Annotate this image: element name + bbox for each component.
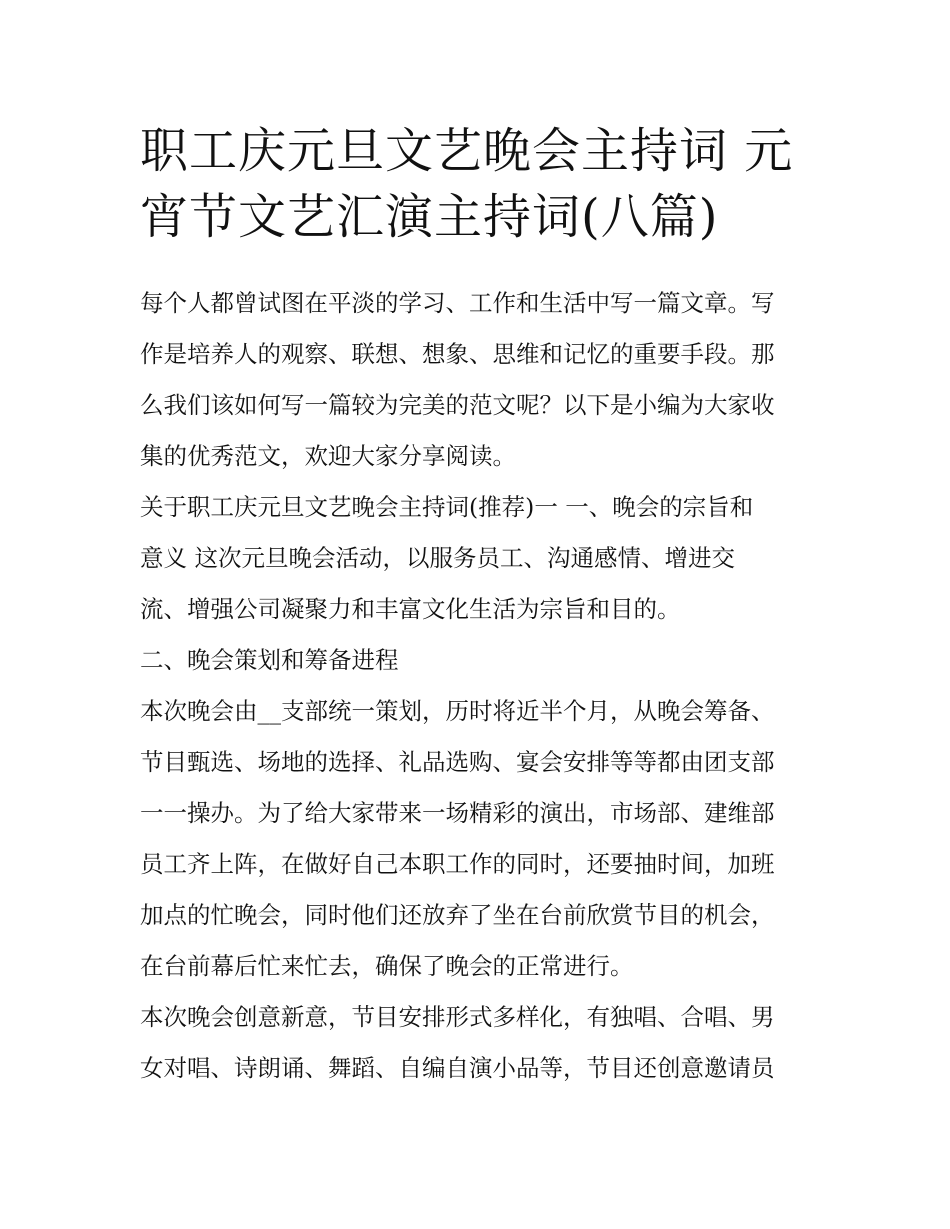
text-line: 加点的忙晚会，同时他们还放弃了坐在台前欣赏节目的机会， [140,901,775,929]
text-line: 二、晚会策划和筹备进程 [140,646,399,674]
text-line: 关于职工庆元旦文艺晚会主持词(推荐)一 一、晚会的宗旨和 [140,493,754,521]
text-line: 每个人都曾试图在平淡的学习、工作和生活中写一篇文章。写 [140,289,775,317]
text-line: 本次晚会由__支部统一策划，历时将近半个月，从晚会筹备、 [140,697,775,725]
text-line: 节目甄选、场地的选择、礼品选购、宴会安排等等都由团支部 [140,748,775,776]
text-line: 作是培养人的观察、联想、想象、思维和记忆的重要手段。那 [140,340,775,368]
text-line: 员工齐上阵，在做好自己本职工作的同时，还要抽时间，加班 [140,850,775,878]
text-line: 意义 这次元旦晚会活动，以服务员工、沟通感情、增进交 [140,544,735,572]
title-line: 职工庆元旦文艺晚会主持词 元 [140,123,794,179]
document-body [140,278,820,1094]
text-line: 本次晚会创意新意，节目安排形式多样化，有独唱、合唱、男 [140,1003,775,1031]
section-one-paragraph [140,482,820,635]
text-line: 么我们该如何写一篇较为完美的范文呢？以下是小编为大家收 [140,391,775,419]
document-title [140,118,820,250]
planning-paragraph [140,686,820,992]
text-line: 集的优秀范文，欢迎大家分享阅读。 [140,442,516,470]
section-two-heading [140,635,820,686]
program-paragraph [140,992,820,1094]
title-line: 宵节文艺汇演主持词(八篇) [140,189,719,245]
text-line: 女对唱、诗朗诵、舞蹈、自编自演小品等，节目还创意邀请员 [140,1054,775,1082]
text-line: 流、增强公司凝聚力和丰富文化生活为宗旨和目的。 [140,595,681,623]
intro-paragraph [140,278,820,482]
text-line: 一一操办。为了给大家带来一场精彩的演出，市场部、建维部 [140,799,775,827]
text-line: 在台前幕后忙来忙去，确保了晚会的正常进行。 [140,952,634,980]
